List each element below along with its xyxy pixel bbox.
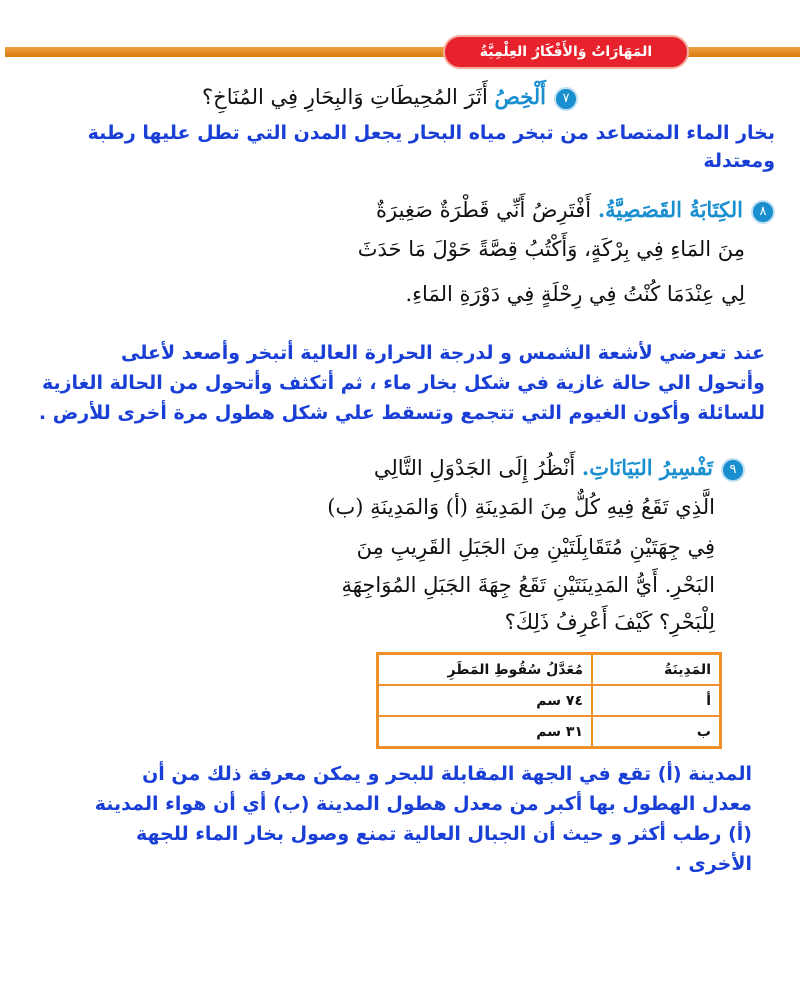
question-text: أَفْتَرِضُ أَنِّي قَطْرَةٌ صَغِيرَةٌ	[376, 198, 592, 222]
answer-line: للسائلة وأكون الغيوم التي تتجمع وتسقط علي شكل هطول مرة أخرى للأرض .	[38, 402, 765, 424]
answer-line: وأتحول الي حالة غازية في شكل بخار ماء ، ثم أتكثف وأتحول من الحالة الغازية	[41, 372, 765, 394]
question-text: أَنْظُرُ إِلَى الجَدْوَلِ التَّالِي	[373, 456, 576, 480]
question-number-badge: ٧	[554, 87, 578, 111]
answer-line: بخار الماء المتصاعد من تبخر مياه البحار يجعل المدن التي تطل عليها رطبة	[87, 122, 775, 144]
answer-line: المدينة (أ) تقع في الجهة المقابلة للبحر و يمكن معرفة ذلك من أن	[142, 763, 752, 785]
answer-line: (أ) رطب أكثر و حيث أن الجبال العالية تمنع وصول بخار الماء للجهة	[135, 823, 752, 845]
answer-line: ومعتدلة	[703, 150, 775, 172]
table-cell: ٧٤ سم	[378, 685, 593, 716]
table-cell: ٣١ سم	[378, 716, 593, 748]
question-7	[202, 84, 578, 111]
question-text: فِي جِهَتَيْنِ مُتَقَابِلَتَيْنِ مِنَ الجَبَلِ القَرِيبِ مِنَ	[356, 535, 715, 559]
question-label: تَفْسِيرُ البَيَانَاتِ.	[581, 455, 713, 480]
question-text: لِلْبَحْرِ؟ كَيْفَ أَعْرِفُ ذَلِكَ؟	[504, 610, 715, 634]
question-label: أَلْخِصُ	[494, 84, 546, 109]
question-9	[374, 455, 745, 482]
question-label: الكِتَابَةُ القَصَصِيَّةُ.	[597, 197, 743, 222]
question-text: لِي عِنْدَمَا كُنْتُ فِي رِحْلَةٍ فِي دَوْرَةِ المَاءِ.	[405, 282, 745, 306]
question-text: مِنَ المَاءِ فِي بِرْكَةٍ، وَأَكْتُبُ قِصَّةً حَوْلَ مَا حَدَثَ	[357, 237, 745, 261]
question-text: البَحْرِ. أَيُّ المَدِينَتَيْنِ تَقَعُ جِهَةَ الجَبَلِ المُوَاجِهَةِ	[341, 573, 715, 597]
table-row	[378, 716, 721, 748]
table-cell: أ	[592, 685, 721, 716]
rainfall-table	[376, 652, 722, 749]
question-8	[376, 197, 775, 224]
answer-line: الأخرى .	[674, 853, 752, 875]
question-number-badge: ٩	[721, 458, 745, 482]
question-text: الَّذِي تَقَعُ فِيهِ كُلٌّ مِنَ المَدِينَةِ (أ) وَالمَدِينَةِ (ب)	[327, 495, 715, 519]
question-text: أَثَرَ المُحِيطَاتِ وَالبِحَارِ فِي المُنَاخِ؟	[202, 85, 488, 109]
table-header-row	[378, 654, 721, 686]
table-cell: ب	[592, 716, 721, 748]
table-header: مُعَدَّلُ سُقُوطِ المَطَرِ	[378, 654, 593, 686]
answer-line: عند تعرضي لأشعة الشمس و لدرجة الحرارة العالية أتبخر وأصعد لأعلى	[121, 342, 765, 364]
question-number-badge: ٨	[751, 200, 775, 224]
section-title-badge: المَهَارَاتُ وَالأَفْكَارُ العِلْمِيَّةُ	[443, 35, 689, 69]
table-row	[378, 685, 721, 716]
answer-line: معدل الهطول بها أكبر من معدل هطول المدينة (ب) أي أن هواء المدينة	[94, 793, 752, 815]
table-header: المَدِينَةُ	[592, 654, 721, 686]
